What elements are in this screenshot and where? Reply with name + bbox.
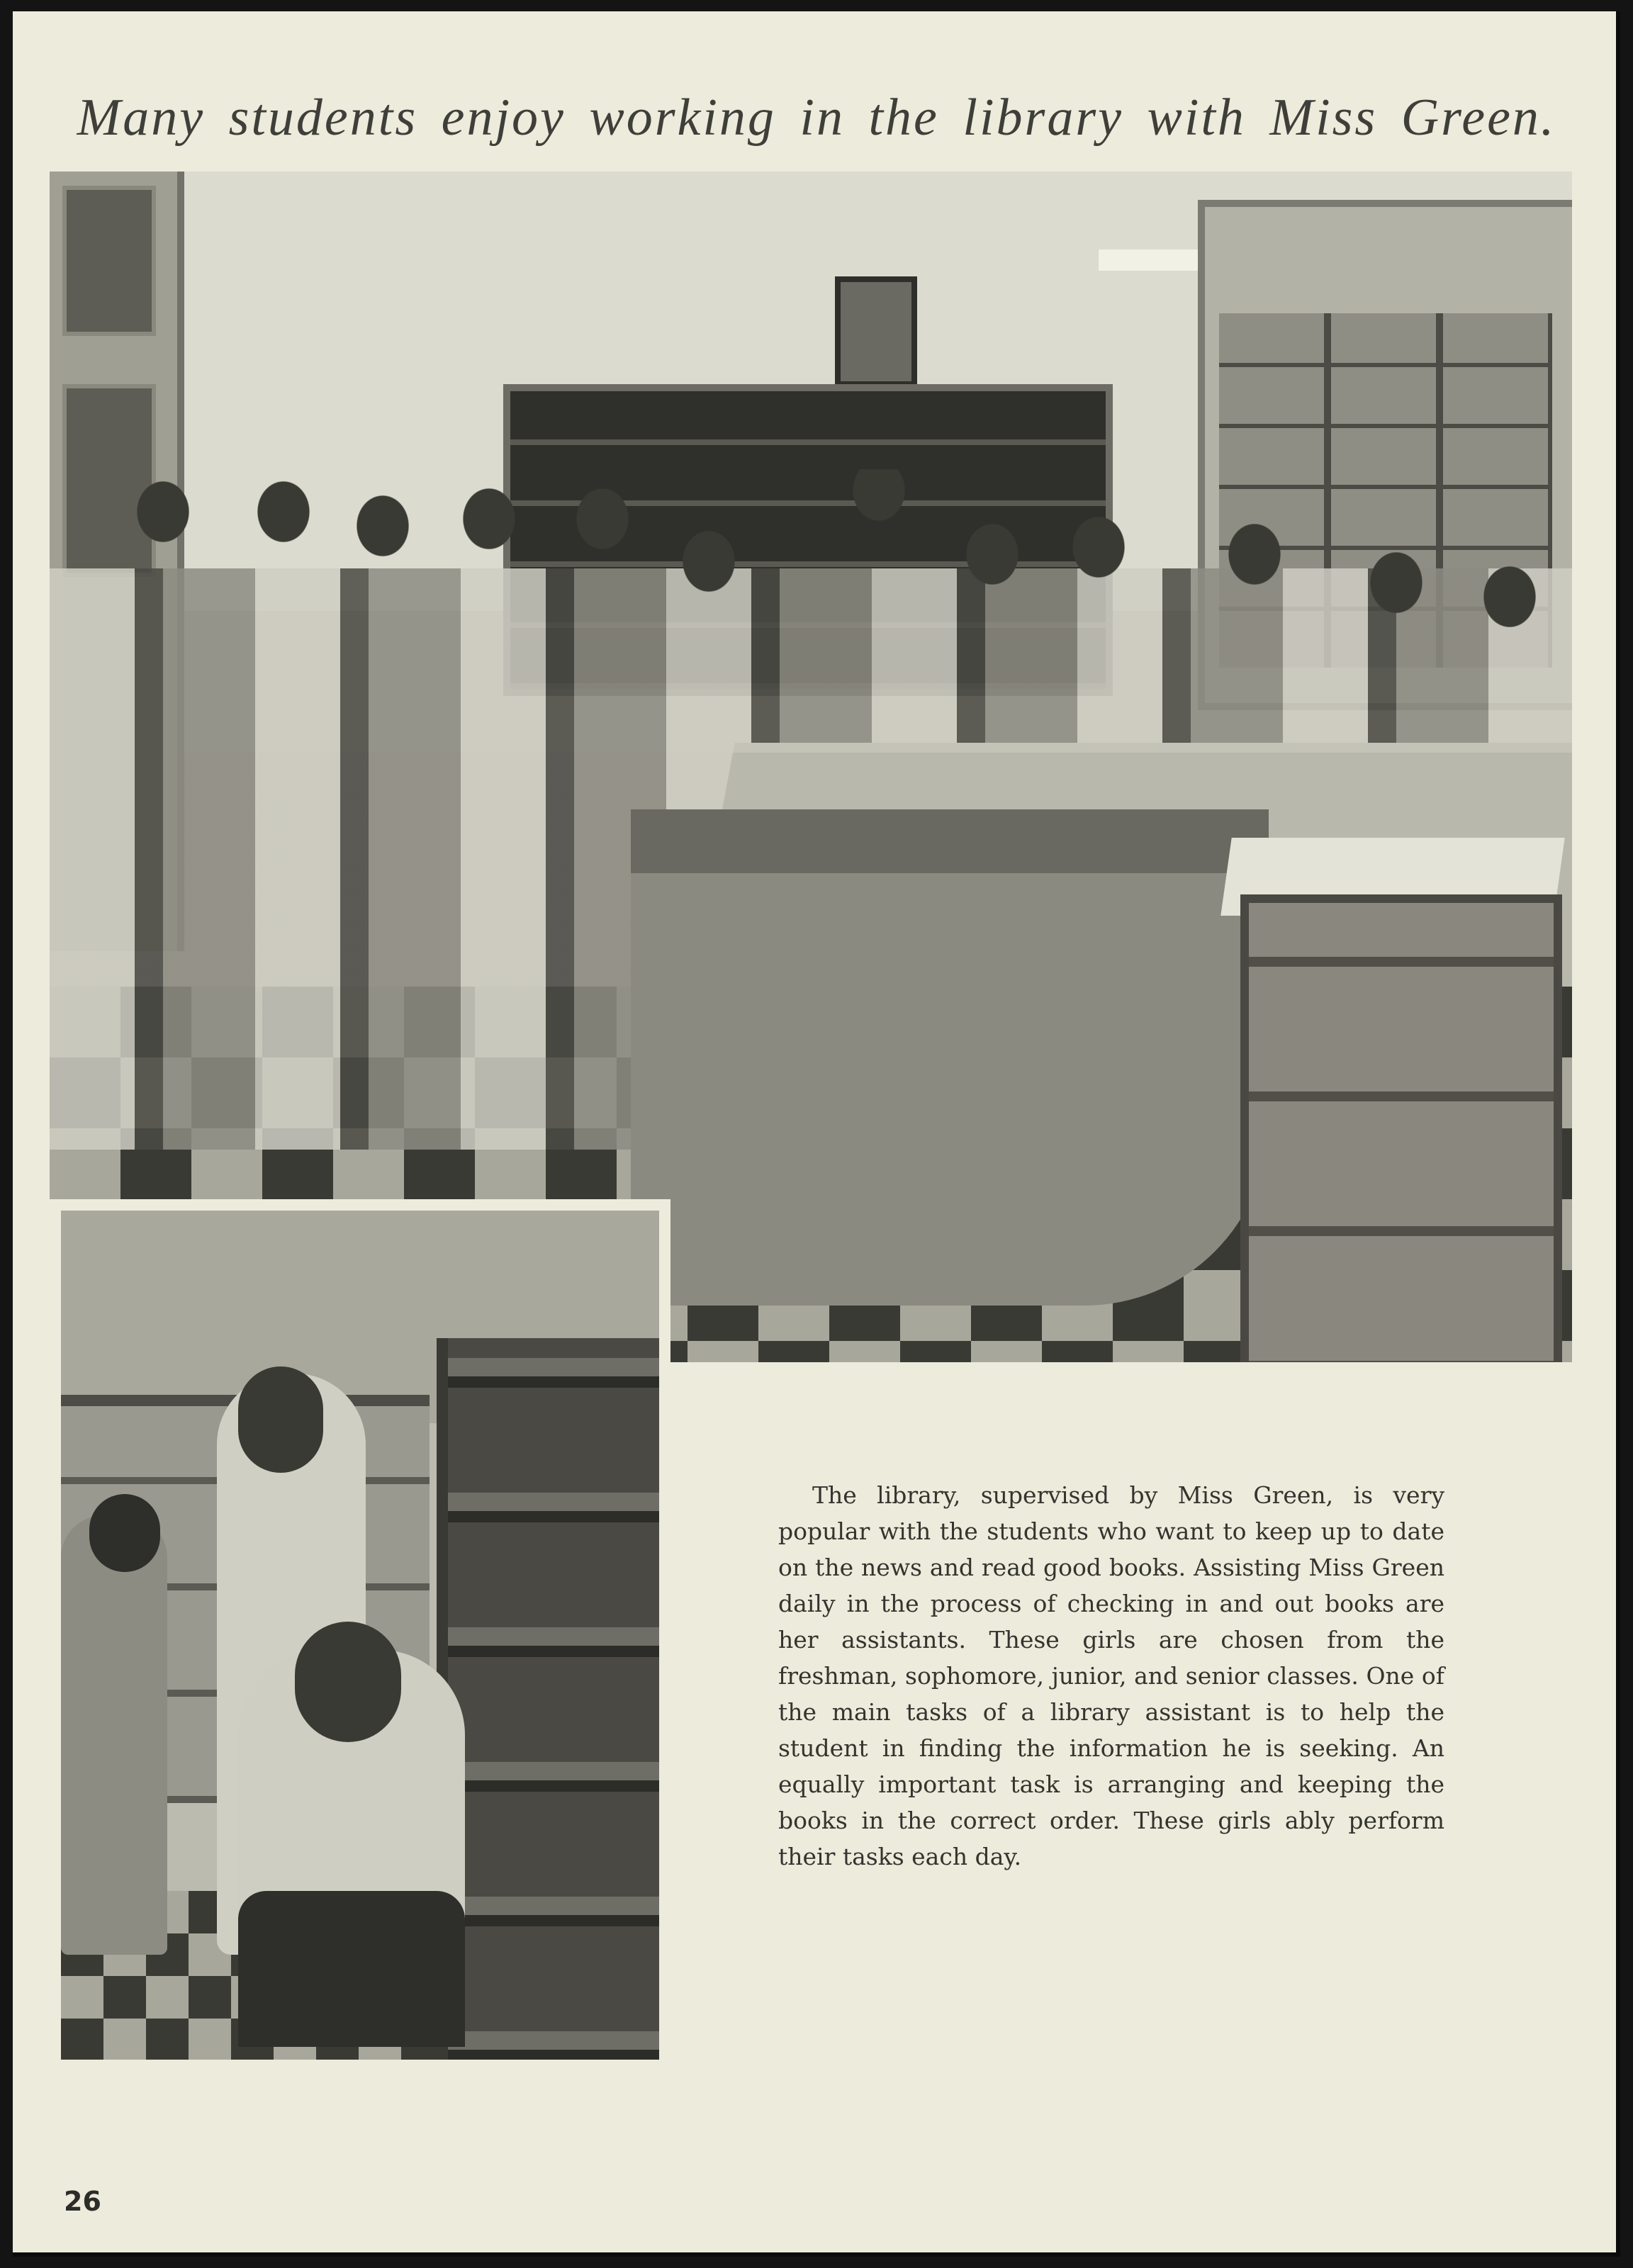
photo-student-back [61, 1515, 167, 1955]
photo-front-bookshelf [437, 1338, 659, 2060]
library-group-photo [50, 172, 1572, 1362]
photo-student-head [295, 1622, 401, 1742]
photo-door-pane [62, 186, 156, 336]
page-number: 26 [64, 2186, 101, 2217]
photo-book-stand [1240, 894, 1562, 1362]
page-headline: Many students enjoy working in the library with Miss Green. [77, 89, 1556, 147]
yearbook-page [13, 11, 1620, 2257]
photo-circulation-desk [631, 809, 1269, 1306]
library-description: The library, supervised by Miss Green, is very popular with the students who want to keep up to date on the news and read good books. Assisting Miss Green daily in the process of checking in and out books are her assistants. These girls are chosen from the freshman, sophomore, junior, and senior classes. One of the main tasks of a library assistant is to help the student in finding the information he is seeking. An equally important task is arranging and keeping the books in the correct order. These girls ably perform their tasks each day. [778, 1481, 1444, 1870]
photo-wall-portrait [835, 276, 917, 387]
photo-student-head [89, 1494, 160, 1572]
photo-student-head [238, 1366, 323, 1473]
photo-student-skirt [238, 1891, 465, 2047]
shelving-books-photo [50, 1199, 670, 2071]
shelving-photo-image [61, 1211, 659, 2060]
